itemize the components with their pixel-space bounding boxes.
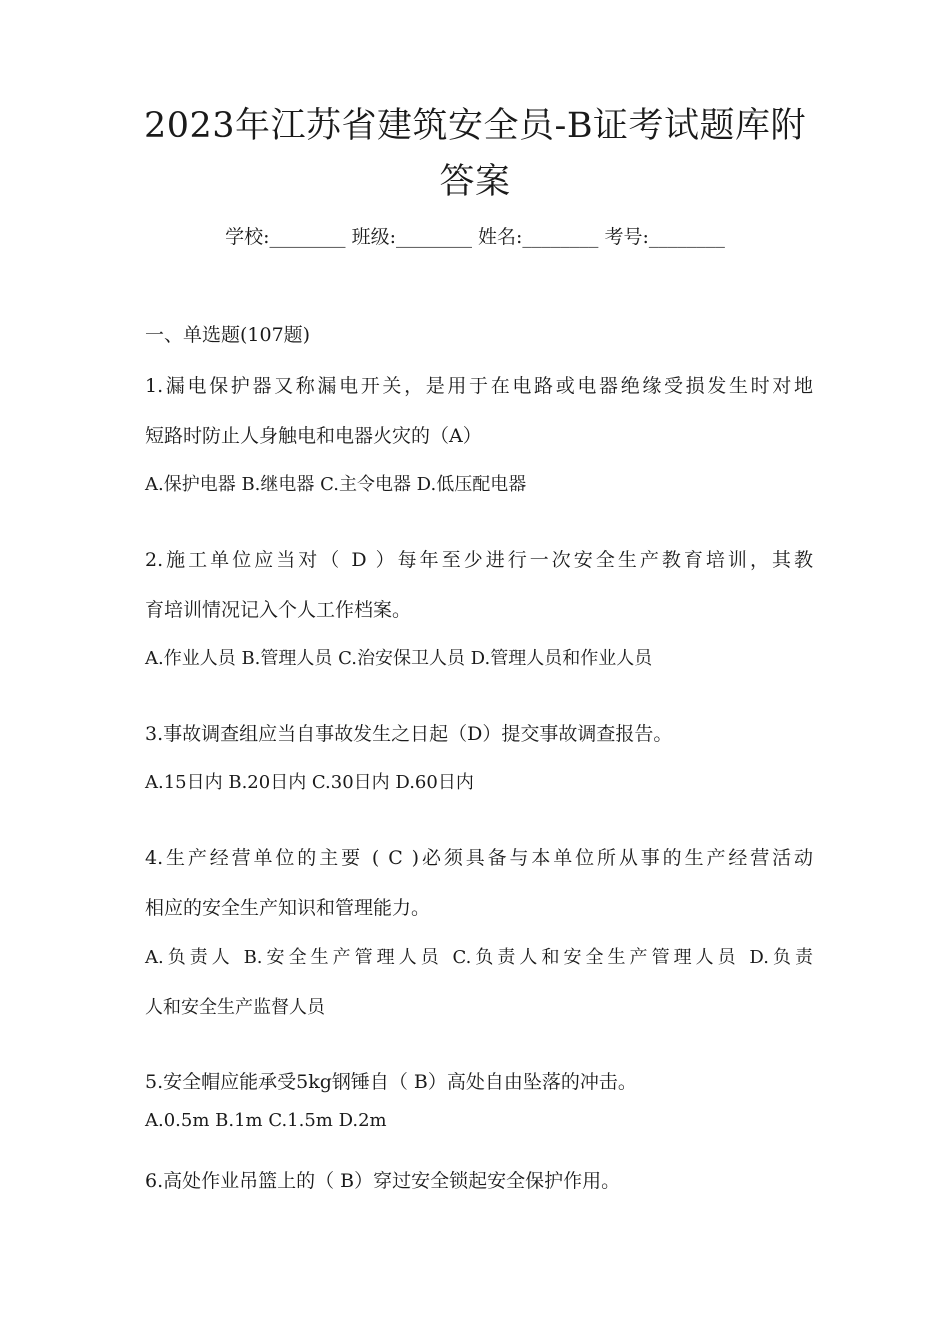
question-4-options-line-2: 人和安全生产监督人员	[145, 997, 325, 1018]
question-2-stem-line-1: 2.施工单位应当对（ D ）每年至少进行一次安全生产教育培训，其教	[145, 549, 813, 571]
document-title	[100, 98, 850, 210]
question-4-options-line-1: A.负责人 B.安全生产管理人员 C.负责人和安全生产管理人员 D.负责	[145, 947, 813, 968]
question-3-stem-line-1: 3.事故调查组应当自事故发生之日起（D）提交事故调查报告。	[145, 723, 673, 745]
title-line-2: 答案	[439, 162, 511, 202]
student-info-text: 学校:________ 班级:________ 姓名:________ 考号:________	[225, 226, 725, 248]
section-heading: 一、单选题(107题)	[145, 324, 311, 346]
question-6-stem-line-1: 6.高处作业吊篮上的（ B）穿过安全锁起安全保护作用。	[145, 1170, 621, 1192]
question-1-stem-line-2: 短路时防止人身触电和电器火灾的（A）	[145, 425, 482, 447]
question-1-stem-line-1: 1.漏电保护器又称漏电开关，是用于在电路或电器绝缘受损发生时对地	[145, 375, 813, 397]
question-4-stem-line-1: 4.生产经营单位的主要 ( C )必须具备与本单位所从事的生产经营活动	[145, 847, 813, 869]
question-2-stem-line-2: 育培训情况记入个人工作档案。	[145, 599, 412, 621]
question-2-options: A.作业人员 B.管理人员 C.治安保卫人员 D.管理人员和作业人员	[145, 648, 653, 669]
question-1-options: A.保护电器 B.继电器 C.主令电器 D.低压配电器	[145, 474, 527, 495]
question-5-options: A.0.5m B.1m C.1.5m D.2m	[145, 1110, 387, 1131]
student-info-line	[0, 222, 950, 252]
question-4-stem-line-2: 相应的安全生产知识和管理能力。	[145, 897, 431, 919]
question-3-options: A.15日内 B.20日内 C.30日内 D.60日内	[145, 772, 474, 793]
title-line-1: 2023年江苏省建筑安全员-B证考试题库附	[143, 106, 807, 146]
question-5-stem-line-1: 5.安全帽应能承受5kg钢锤自（ B）高处自由坠落的冲击。	[145, 1071, 637, 1093]
